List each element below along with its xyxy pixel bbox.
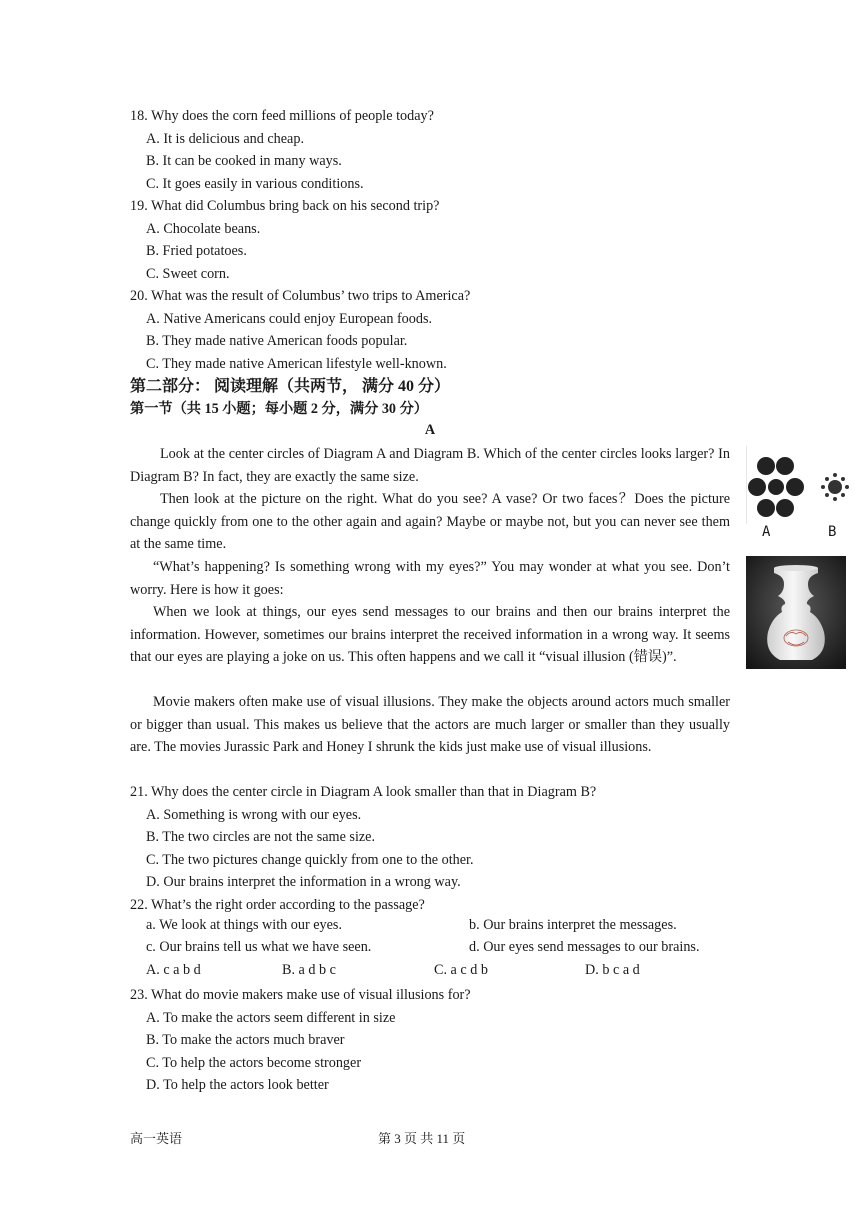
passage-label: A	[424, 422, 436, 438]
part-two-heading: 第二部分： 阅读理解（共两节， 满分 40 分）	[130, 378, 451, 395]
question-23-option-d: D. To help the actors look better	[146, 1077, 329, 1093]
question-23-option-b: B. To make the actors much braver	[146, 1032, 345, 1048]
section-one-heading: 第一节（共 15 小题；每小题 2 分，满分 30 分）	[130, 401, 428, 417]
question-20-stem: 20. What was the result of Columbus’ two trips to America?	[130, 288, 471, 304]
vase-faces-illusion-image	[746, 556, 846, 669]
question-20-option-c: C. They made native American lifestyle well-known.	[146, 356, 447, 372]
question-22-stem: 22. What’s the right order according to the passage?	[130, 897, 425, 913]
footer-subject: 高一英语	[130, 1131, 183, 1146]
diagram-b-circles	[821, 473, 849, 501]
passage-paragraph-2: Then look at the picture on the right. What do you see? A vase? Or two faces？Does the picture change quickly from one to the other again and again? Maybe or maybe not, but you can never see them at the same time.	[130, 491, 730, 553]
passage-paragraph-3: “What’s happening? Is something wrong with my eyes?” You may wonder at what you see. Don’t worry. Here is how it goes:	[130, 559, 730, 598]
question-21-option-c: C. The two pictures change quickly from one to the other.	[146, 852, 474, 868]
question-22-item-b: b. Our brains interpret the messages.	[469, 917, 677, 933]
passage-paragraph-4: When we look at things, our eyes send messages to our brains and then our brains interpret the information. However, sometimes our brains interpret the received information in a wrong way. It seems that our eyes are playing a joke on us. This often happens and we call it “visual illusion (错误)”.	[130, 604, 730, 666]
question-23-stem: 23. What do movie makers make use of visual illusions for?	[130, 987, 471, 1003]
question-22-option-b: B. a d b c	[282, 962, 336, 978]
question-19-option-a: A. Chocolate beans.	[146, 221, 261, 237]
question-22-option-c: C. a c d b	[434, 962, 488, 978]
question-21-option-b: B. The two circles are not the same size.	[146, 829, 376, 845]
diagram-a-label: A	[762, 524, 771, 540]
question-21-stem: 21. Why does the center circle in Diagram A look smaller than that in Diagram B?	[130, 784, 597, 800]
question-18-option-b: B. It can be cooked in many ways.	[146, 153, 342, 169]
passage-paragraph-5: Movie makers often make use of visual illusions. They make the objects around actors much smaller or bigger than usual. This makes us believe that the actors are much larger or smaller than they usually are. The movies Jurassic Park and Honey I shrunk the kids just make use of visual illusions.	[130, 694, 730, 756]
question-20-option-b: B. They made native American foods popular.	[146, 333, 408, 349]
question-22-item-c: c. Our brains tell us what we have seen.	[146, 939, 372, 955]
diagram-b-label: B	[828, 524, 837, 540]
diagram-a-circles	[748, 457, 804, 517]
question-19-option-c: C. Sweet corn.	[146, 266, 230, 282]
question-18-option-a: A. It is delicious and cheap.	[146, 131, 304, 147]
question-20-option-a: A. Native Americans could enjoy European foods.	[146, 311, 433, 327]
question-19-option-b: B. Fried potatoes.	[146, 243, 247, 259]
question-21-option-d: D. Our brains interpret the information in a wrong way.	[146, 874, 461, 890]
question-22-item-a: a. We look at things with our eyes.	[146, 917, 343, 933]
question-22-option-a: A. c a b d	[146, 962, 201, 978]
footer-page-number: 第 3 页 共 11 页	[378, 1131, 466, 1146]
question-19-stem: 19. What did Columbus bring back on his second trip?	[130, 198, 440, 214]
question-23-option-a: A. To make the actors seem different in size	[146, 1010, 396, 1026]
question-18-option-c: C. It goes easily in various conditions.	[146, 176, 364, 192]
question-23-option-c: C. To help the actors become stronger	[146, 1055, 362, 1071]
question-22-option-d: D. b c a d	[585, 962, 640, 978]
question-22-item-d: d. Our eyes send messages to our brains.	[469, 939, 700, 955]
passage-paragraph-1: Look at the center circles of Diagram A and Diagram B. Which of the center circles looks larger? In Diagram B? In fact, they are exactly the same size.	[130, 446, 730, 485]
question-21-option-a: A. Something is wrong with our eyes.	[146, 807, 362, 823]
diagram-a-b-figure	[746, 446, 860, 524]
question-18-stem: 18. Why does the corn feed millions of people today?	[130, 108, 434, 124]
